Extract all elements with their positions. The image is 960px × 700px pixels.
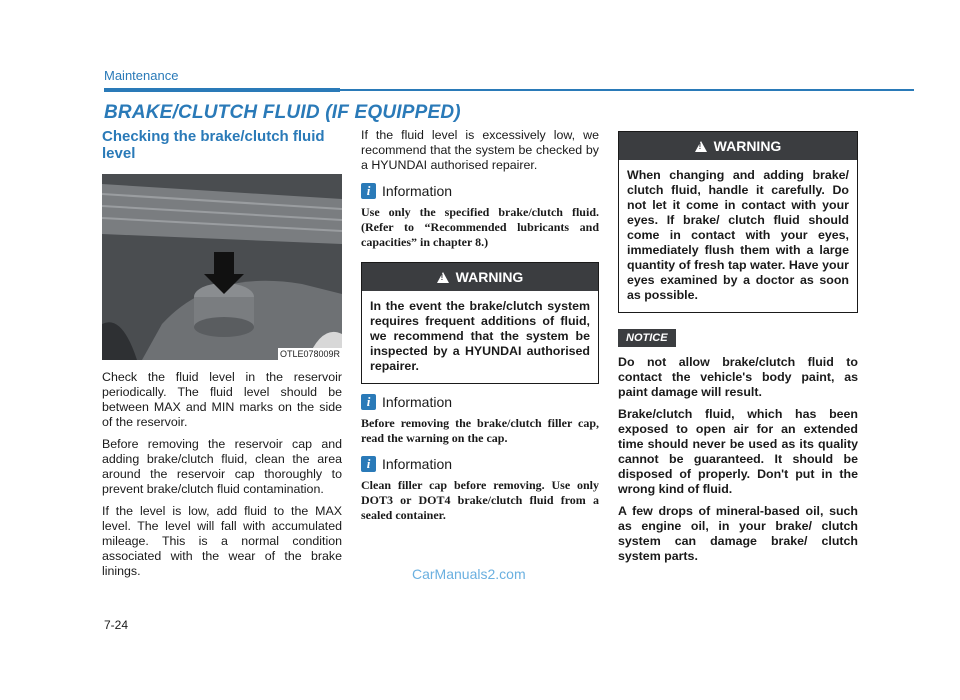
column-2: [361, 128, 599, 523]
sub-heading: Checking the brake/clutch fluid level: [102, 128, 325, 162]
notice-paragraph: Brake/clutch fluid, which has been exposed to open air for an extended time should never be used as its quality cannot be guaranteed. It should be disposed of properly. Don't put in the wrong kind of fluid.: [618, 407, 858, 496]
paragraph: If the fluid level is excessively low, we recommend that the system be checked by a HYUNDAI authorised repairer.: [361, 128, 599, 172]
warning-title: WARNING: [713, 138, 782, 154]
warning-box: [361, 262, 599, 384]
warning-header: [362, 263, 598, 291]
warning-triangle-icon: [437, 272, 449, 283]
info-heading: [361, 183, 599, 199]
notice-paragraph: Do not allow brake/clutch fluid to contact the vehicle's body paint, as paint damage will result.: [618, 355, 858, 399]
info-heading: [361, 456, 599, 472]
info-title: Information: [382, 394, 453, 410]
info-title: Information: [382, 456, 453, 472]
page-title: BRAKE/CLUTCH FLUID (IF EQUIPPED): [104, 102, 461, 123]
watermark-link[interactable]: CarManuals2.com: [412, 566, 526, 582]
info-text: Before removing the brake/clutch filler cap, read the warning on the cap.: [361, 416, 599, 445]
warning-title: WARNING: [455, 269, 524, 285]
column-1: [102, 128, 342, 586]
notice-paragraph: A few drops of mineral-based oil, such as engine oil, in your brake/ clutch system can damage brake/ clutch system parts.: [618, 504, 858, 563]
info-text: Clean filler cap before removing. Use only DOT3 or DOT4 brake/clutch fluid from a sealed container.: [361, 478, 599, 522]
warning-triangle-icon: [695, 141, 707, 152]
header-rule-thick: [104, 88, 340, 92]
warning-box: [618, 131, 858, 313]
paragraph: If the level is low, add fluid to the MAX level. The level will fall with accumulated mileage. This is a normal condition associated with the wear of the brake linings.: [102, 504, 342, 578]
photo-code: OTLE078009R: [279, 349, 340, 359]
warning-header: [619, 132, 857, 160]
info-title: Information: [382, 183, 453, 199]
page-number: 7-24: [104, 618, 129, 632]
info-icon: i: [361, 456, 376, 472]
warning-text: When changing and adding brake/ clutch fluid, handle it carefully. Do not let it come in contact with your eyes. If brake/ clutch fluid should come in contact with your eyes, immediately flush them with a large quantity of fresh tap water. Have your eyes examined by a doctor as soon as possible.: [627, 168, 849, 302]
info-text: Use only the specified brake/clutch fluid. (Refer to “Recommended lubricants and capacities” in chapter 8.): [361, 205, 599, 249]
info-icon: i: [361, 183, 376, 199]
paragraph: Before removing the reservoir cap and adding brake/clutch fluid, clean the area around the reservoir cap thoroughly to prevent brake/clutch fluid contamination.: [102, 437, 342, 496]
info-icon: i: [361, 394, 376, 410]
info-heading: [361, 394, 599, 410]
reservoir-illustration: [102, 174, 342, 360]
reservoir-photo: [102, 174, 342, 360]
column-3: [618, 128, 858, 571]
paragraph: Check the fluid level in the reservoir periodically. The fluid level should be between MAX and MIN marks on the side of the reservoir.: [102, 370, 342, 429]
header-rule-thin: [340, 89, 914, 91]
section-label: Maintenance: [104, 68, 179, 83]
notice-badge: NOTICE: [618, 329, 676, 347]
warning-text: In the event the brake/clutch system requires frequent additions of fluid, we recommend that the system be inspected by a HYUNDAI authorised repairer.: [370, 299, 590, 373]
